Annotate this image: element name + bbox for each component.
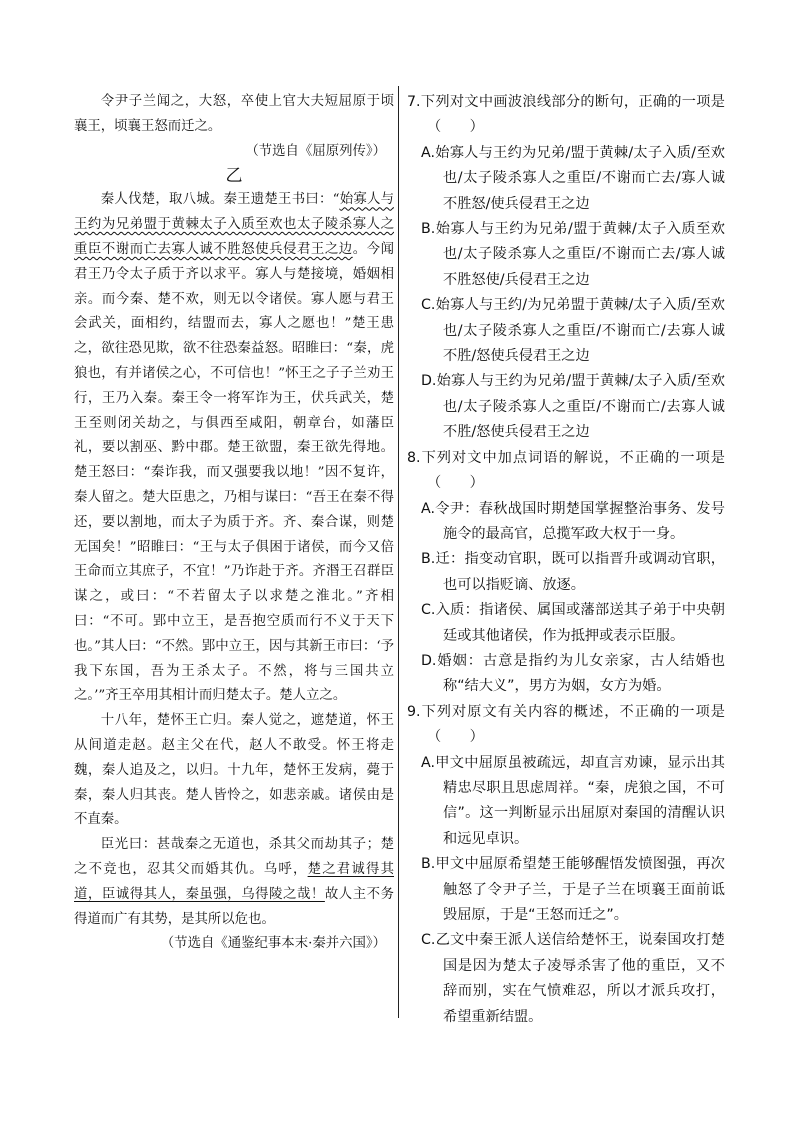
question-7-option-b: B.始寡人与王约为兄弟/盟于黄棘/太子入质至欢也/太子陵杀寡人之重臣/不谢而亡去/寡人诚不胜怒使/兵侵君王之边 [421, 221, 725, 288]
question-8-option-b: B.迁：指变动官职，既可以指晋升或调动官职，也可以指贬谪、放逐。 [421, 551, 725, 593]
question-8-option-c: C.入质：指诸侯、属国或藩部送其子弟于中央朝廷或其他诸侯，作为抵押或表示臣服。 [421, 602, 725, 644]
question-7-stem: 7.下列对文中画波浪线部分的断句，正确的一项是（ ） [407, 94, 725, 136]
yi-p1-before: 秦人伐楚，取八城。秦王遗楚王书曰：“ [100, 192, 340, 208]
questions-column [407, 90, 725, 1030]
passage-column [74, 90, 394, 957]
jia-ending-paragraph: 令尹子兰闻之，大怒，卒使上官大夫短屈原于顷襄王，顷襄王怒而迁之。 [74, 94, 394, 134]
wavy-underlined-passage: 始寡人与王约为兄弟盟于黄棘太子入质至欢也太子陵杀寡人之重臣不谢而亡去寡人诚不胜怒使兵侵君王之边 [74, 192, 394, 257]
yi-p3-after: 故人主不务得道而广有其势，是其所以危也。 [74, 886, 395, 927]
question-8-stem: 8.下列对文中加点词语的解说，不正确的一项是（ ） [407, 449, 725, 492]
question-7-option-a: A.始寡人与王约为兄弟/盟于黄棘/太子入质/至欢也/太子陵杀寡人之重臣/不谢而亡去/寡人诚不胜怒/使兵侵君王之边 [421, 144, 725, 212]
section-heading-yi: 乙 [225, 166, 243, 187]
yi-paragraph-1 [74, 188, 394, 709]
question-9-stem: 9.下列对原文有关内容的概述，不正确的一项是（ ） [407, 703, 725, 746]
jia-source-citation: （节选自《屈原列传》） [245, 143, 386, 159]
yi-paragraph-2: 十八年，楚怀王亡归。秦人觉之，遮楚道，怀王从间道走赵。赵主父在代，赵人不敢受。怀王将走魏，秦人追及之，以归。十九年，楚怀王发病，薨于秦，秦人归其丧。楚人皆怜之，如悲亲戚。诸侯由是不直秦。 [74, 713, 394, 828]
question-9-option-a: A.甲文中屈原虽被疏远，却直言劝谏，显示出其精忠尽职且思虑周祥。“秦，虎狼之国，不可信”。这一判断显示出屈原对秦国的清醒认识和远见卓识。 [421, 754, 725, 847]
question-7-option-c: C.始寡人与王约/为兄弟盟于黄棘/太子入质/至欢也/太子陵杀寡人之重臣/不谢而亡/去寡人诚不胜/怒使兵侵君王之边 [421, 297, 725, 365]
yi-source-citation: （节选自《通鉴纪事本末·秦并六国》） [160, 936, 386, 952]
yi-p1-after: 。今闻君王乃令太子质于齐以求平。寡人与楚接境，婚姻相亲。而今秦、楚不欢，则无以令诸侯。寡人愿与君王会武关，面相约，结盟而去，寡人之愿也！”楚王患之，欲往恐见欺，欲不往恐秦益怒。昭睢曰：“秦，虎狼也，有并诸侯之心，不可信也！”怀王之子子兰劝王行，王乃入秦。秦王令一将军诈为王，伏兵武关，楚王至则闭关劫之，与俱西至咸阳，朝章台，如藩臣礼，要以割巫、黔中郡。楚王欲盟，秦王欲先得地。楚王怒曰：“秦诈我，而又强要我以地！”因不复许，秦人留之。楚大臣患之，乃相与谋曰：“吾王在秦不得还，要以割地，而太子为质于齐。齐、秦合谋，则楚无国矣！”昭睢曰：“王与太子俱困于诸侯，而今又倍王命而立其庶子，不宜！”乃诈赴于齐。齐湣王召群臣谋之，或曰：“不若留太子以求楚之淮北。”齐相曰：“不可。郢中立王，是吾抱空质而行不义于天下也。”其人曰：“不然。郢中立王，因与其新王市曰：‘予我下东国，吾为王杀太子。不然，将与三国共立之。’”齐王卒用其相计而归楚太子。楚人立之。 [74, 241, 394, 704]
underlined-sentence: 楚之君诚得其道，臣诚得其人，秦虽强，乌得陵之哉！ [74, 861, 395, 902]
yi-paragraph-3 [74, 833, 394, 932]
question-9-option-c: C.乙文中秦王派人送信给楚怀王，说秦国攻打楚国是因为楚太子凌辱杀害了他的重臣，又不辞而别，实在气愤难忍，所以才派兵攻打，希望重新结盟。 [421, 932, 725, 1025]
yi-p3-before: 臣光曰：甚哉秦之无道也，杀其父而劫其子；楚之不竞也，忍其父而婚其仇。乌呼， [74, 837, 394, 877]
question-8-option-d: D.婚姻：古意是指约为儿女亲家，古人结婚也称“结大义”，男方为姻，女方为婚。 [421, 652, 725, 695]
question-8-option-a: A.令尹：春秋战国时期楚国掌握整治事务、发号施令的最高官，总揽军政大权于一身。 [421, 500, 725, 542]
question-7-option-d: D.始寡人与王约为兄弟/盟于黄棘/太子入质/至欢也/太子陵杀寡人之重臣/不谢而亡/去寡人诚不胜/怒使兵侵君王之边 [421, 373, 725, 441]
column-divider [398, 86, 399, 1018]
question-9-option-b: B.甲文中屈原希望楚王能够醒悟发愤图强，再次触怒了令尹子兰，于是子兰在顷襄王面前诋毁屈原，于是“王怒而迁之”。 [421, 856, 725, 923]
